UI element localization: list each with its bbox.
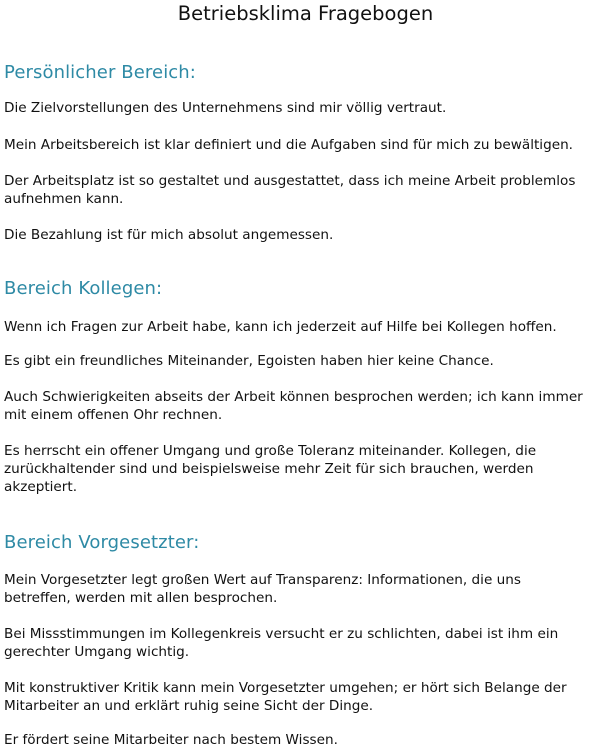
statement [4,318,610,336]
statement [4,625,610,661]
statement-line: Mit konstruktiver Kritik kann mein Vorgesetzter umgehen; er hört sich Belange der [4,680,567,696]
statement-line: Mein Arbeitsbereich ist klar definiert und die Aufgaben sind für mich zu bewältigen. [4,137,574,153]
statement-line: mit einem offenen Ohr rechnen. [4,407,223,423]
statement-line: gerechter Umgang wichtig. [4,644,190,660]
statement-line: Es herrscht ein offener Umgang und große Toleranz miteinander. Kollegen, die [4,443,537,459]
statement-line: Er fördert seine Mitarbeiter nach bestem Wissen. [4,732,338,748]
statement-line: betreffen, werden mit allen besprochen. [4,590,278,606]
statement-line: aufnehmen kann. [4,191,124,207]
statement [4,731,610,749]
statement-line: Die Zielvorstellungen des Unternehmens sind mir völlig vertraut. [4,100,447,116]
statement [4,679,610,715]
statement-line: Auch Schwierigkeiten abseits der Arbeit können besprochen werden; ich kann immer [4,389,583,405]
statement-line: Die Bezahlung ist für mich absolut angemessen. [4,227,334,243]
section-heading-personal: Persönlicher Bereich: [4,62,196,83]
statement-line: Mein Vorgesetzter legt großen Wert auf Transparenz: Informationen, die uns [4,572,521,588]
statement [4,442,610,496]
section-heading-colleagues: Bereich Kollegen: [4,278,163,299]
statement-line: Es gibt ein freundliches Miteinander, Egoisten haben hier keine Chance. [4,353,494,369]
statement-line: zurückhaltender sind und beispielsweise mehr Zeit für sich brauchen, werden [4,461,534,477]
statement-line: Mitarbeiter an und erklärt ruhig seine Sicht der Dinge. [4,698,374,714]
page-title: Betriebsklima Fragebogen [177,2,434,25]
statement [4,172,610,208]
statement [4,136,610,154]
statement [4,571,610,607]
statement [4,352,610,370]
section-heading-supervisor: Bereich Vorgesetzter: [4,532,200,553]
statement-line: akzeptiert. [4,479,78,495]
statement-line: Bei Missstimmungen im Kollegenkreis versucht er zu schlichten, dabei ist ihm ein [4,626,559,642]
statement-line: Wenn ich Fragen zur Arbeit habe, kann ich jederzeit auf Hilfe bei Kollegen hoffen. [4,319,557,335]
statement [4,99,610,117]
statement [4,388,610,424]
statement [4,226,610,244]
statement-line: Der Arbeitsplatz ist so gestaltet und ausgestattet, dass ich meine Arbeit problemlos [4,173,576,189]
